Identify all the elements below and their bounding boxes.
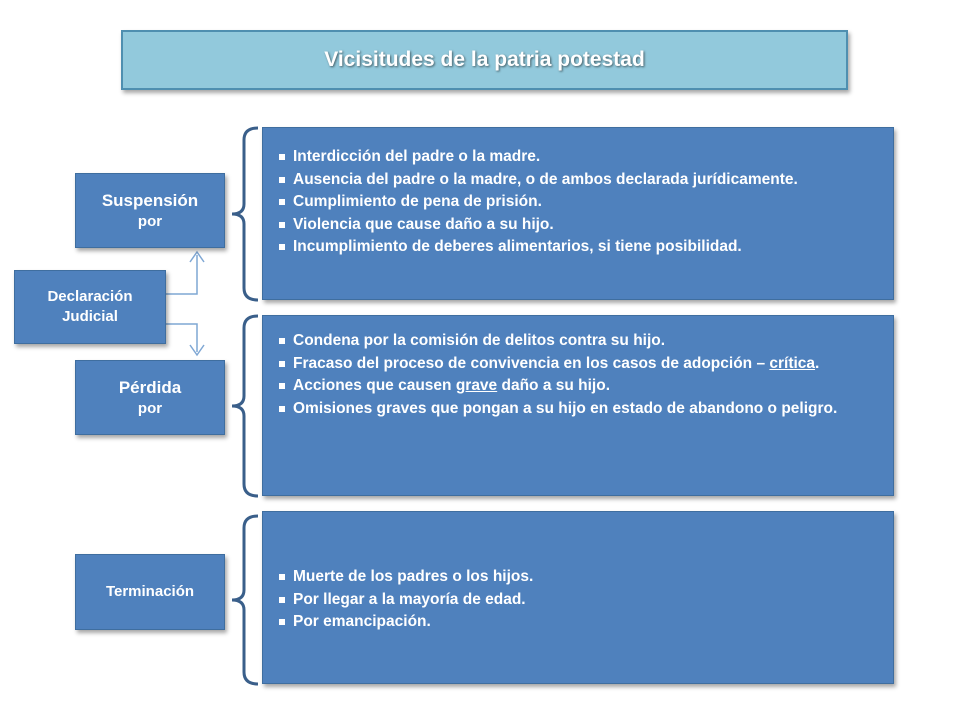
list-item xyxy=(277,353,877,376)
diagram-title: Vicisitudes de la patria potestad xyxy=(324,48,645,71)
declaracion-label-line1: Declaración xyxy=(47,288,133,305)
list-item: Violencia que cause daño a su hijo. xyxy=(277,214,877,237)
list-item-text: Fracaso del proceso de convivencia en los casos de adopción – xyxy=(293,354,770,372)
suspension-label: Suspensión xyxy=(101,190,199,210)
title-box xyxy=(121,30,848,90)
suspension-causes-box xyxy=(262,127,894,300)
terminacion-box xyxy=(75,554,225,630)
list-item: Incumplimiento de deberes alimentarios, si tiene posibilidad. xyxy=(277,236,877,259)
suspension-causes-list xyxy=(277,146,877,259)
perdida-causes-box xyxy=(262,315,894,496)
connector-to-perdida xyxy=(166,324,197,352)
list-item: Por llegar a la mayoría de edad. xyxy=(277,589,877,612)
list-item: Por emancipación. xyxy=(277,611,877,634)
list-item-text: Acciones que causen xyxy=(293,377,456,394)
brace-suspension xyxy=(232,128,258,300)
terminacion-causes-box xyxy=(262,511,894,684)
arrow-down-perdida xyxy=(190,345,204,355)
list-item: Cumplimiento de pena de prisión. xyxy=(277,191,877,214)
perdida-box xyxy=(75,360,225,435)
list-item-text: . xyxy=(815,354,820,372)
declaracion-label-line2: Judicial xyxy=(62,308,118,325)
perdida-label: Pérdida xyxy=(118,377,182,397)
perdida-causes-list xyxy=(277,330,877,420)
list-item: Interdicción del padre o la madre. xyxy=(277,146,877,169)
brace-perdida xyxy=(232,316,258,496)
list-item xyxy=(277,375,877,398)
list-item: Omisiones graves que pongan a su hijo en estado de abandono o peligro. xyxy=(277,398,877,421)
perdida-sub-label: por xyxy=(137,399,163,417)
list-item: Muerte de los padres o los hijos. xyxy=(277,566,877,589)
suspension-box xyxy=(75,173,225,248)
suspension-sub-label: por xyxy=(137,212,163,230)
declaracion-judicial-box xyxy=(14,270,166,344)
list-item-text: daño a su hijo. xyxy=(497,377,611,394)
list-item: Ausencia del padre o la madre, o de ambos declarada jurídicamente. xyxy=(277,169,877,192)
terminacion-causes-list xyxy=(277,566,877,634)
brace-terminacion xyxy=(232,516,258,684)
underlined-word-grave: grave xyxy=(455,377,498,394)
arrow-up-suspension xyxy=(190,252,204,262)
connector-to-suspension xyxy=(166,255,197,294)
terminacion-label: Terminación xyxy=(105,583,195,600)
list-item: Condena por la comisión de delitos contra su hijo. xyxy=(277,330,877,353)
underlined-word-critica: crítica xyxy=(769,354,816,372)
